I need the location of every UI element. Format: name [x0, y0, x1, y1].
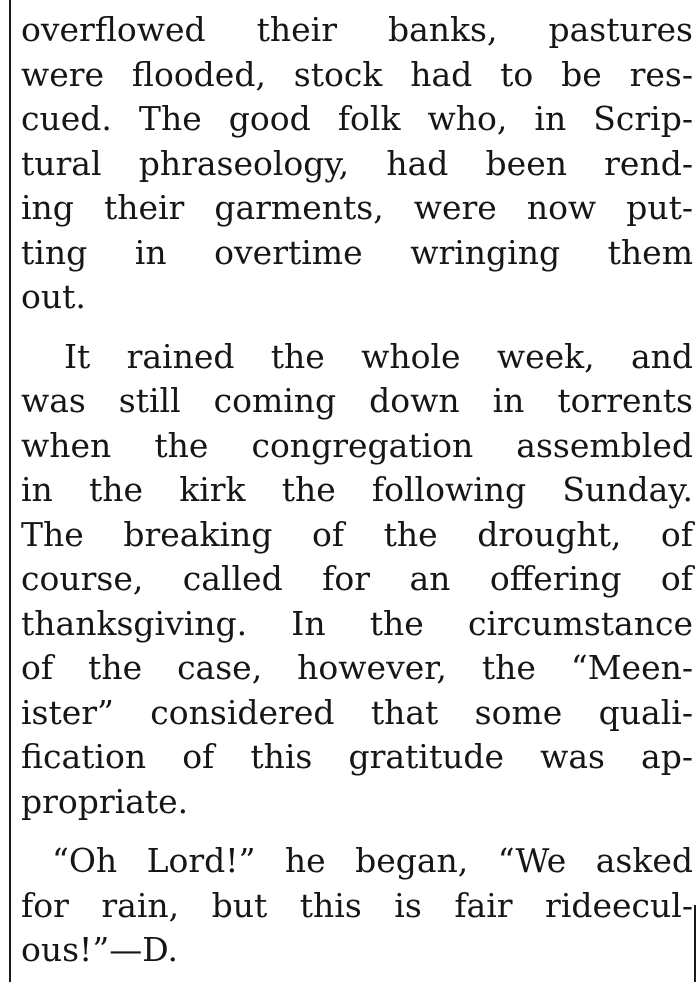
text-line: ous!”—D.	[21, 930, 178, 969]
text-line: when the congregation assembled	[21, 425, 693, 465]
text-line: ing their garments, were now put-	[21, 188, 693, 227]
article-column	[21, 0, 693, 973]
text-line: for rain, but this is fair rideecul-	[21, 885, 693, 925]
text-line: It rained the whole week, and	[64, 336, 693, 376]
text-line: fication of this gratitude was ap-	[21, 737, 693, 776]
text-line: overflowed their banks, pastures	[21, 10, 693, 49]
paragraph-2	[21, 335, 693, 825]
text-line: “Oh Lord!” he began, “We asked	[52, 841, 693, 880]
text-line: thanksgiving. In the circumstance	[21, 603, 693, 643]
paragraph-3	[21, 839, 693, 973]
text-line: course, called for an offering of	[21, 559, 693, 598]
text-line: in the kirk the following Sunday.	[21, 470, 693, 509]
text-line: propriate.	[21, 781, 189, 821]
text-line: The breaking of the drought, of	[21, 514, 693, 554]
text-line: of the case, however, the “Meen-	[21, 648, 693, 687]
column-rule-left	[9, 0, 11, 982]
paragraph-1	[21, 8, 693, 320]
text-line: cued. The good folk who, in Scrip-	[21, 99, 693, 138]
text-line: tural phraseology, had been rend-	[21, 143, 693, 183]
column-rule-right	[694, 905, 696, 982]
text-line: ister” considered that some quali-	[21, 692, 693, 732]
text-line: was still coming down in torrents	[21, 381, 693, 420]
text-line: out.	[21, 277, 86, 316]
text-line: were flooded, stock had to be res-	[21, 54, 693, 94]
text-line: ting in overtime wringing them	[21, 232, 693, 272]
